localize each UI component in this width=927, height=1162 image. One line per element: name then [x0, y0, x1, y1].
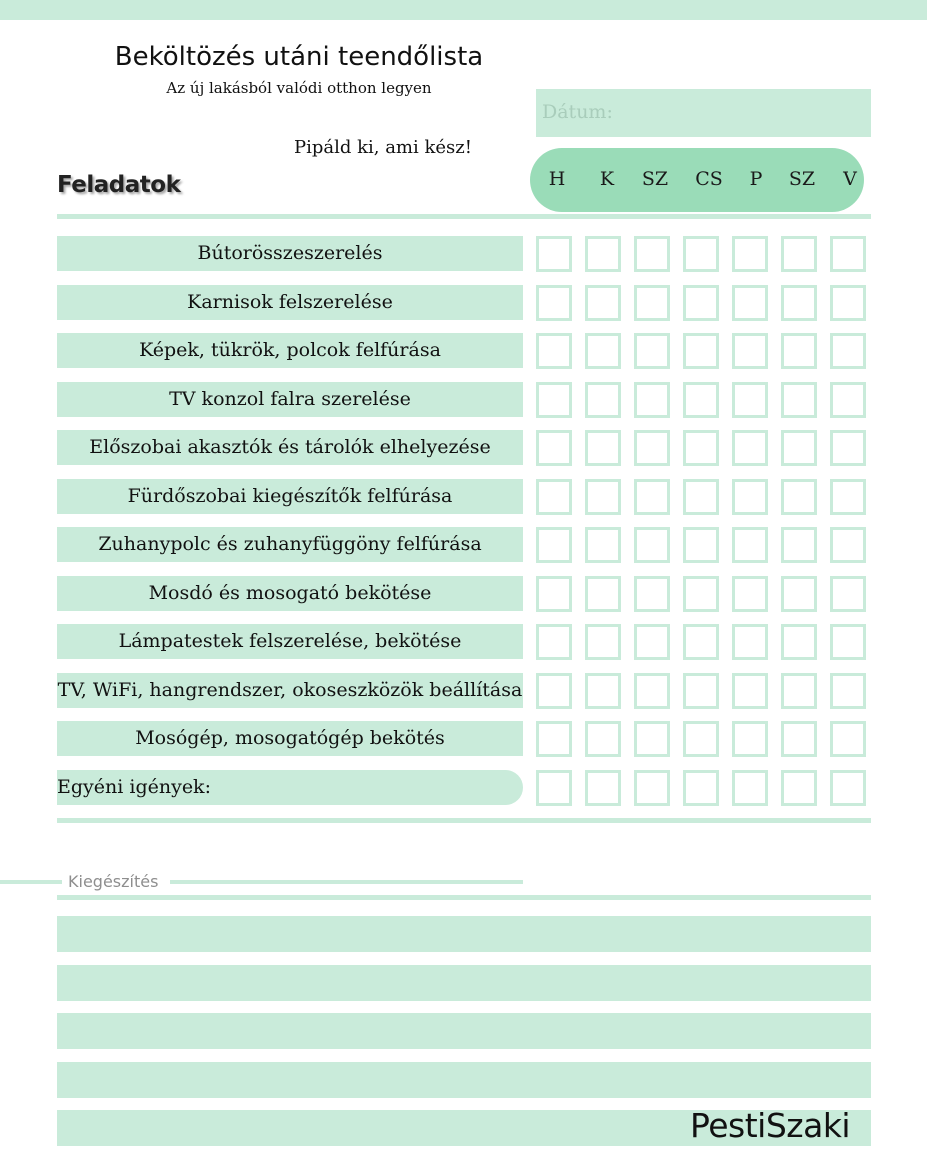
task-checkbox[interactable]	[830, 382, 866, 418]
task-checkbox[interactable]	[683, 285, 719, 321]
footer-divider	[57, 818, 871, 823]
task-checkbox[interactable]	[536, 721, 572, 757]
top-band	[0, 0, 927, 20]
task-checkbox[interactable]	[683, 382, 719, 418]
task-checkbox[interactable]	[732, 430, 768, 466]
task-checkbox[interactable]	[585, 333, 621, 369]
task-checkbox[interactable]	[536, 673, 572, 709]
task-checkbox[interactable]	[732, 236, 768, 272]
task-checkbox[interactable]	[683, 624, 719, 660]
task-checkbox[interactable]	[732, 285, 768, 321]
task-checkbox[interactable]	[585, 382, 621, 418]
task-checkbox[interactable]	[634, 673, 670, 709]
notes-line[interactable]	[57, 965, 871, 1001]
task-checkbox[interactable]	[781, 236, 817, 272]
task-checkbox[interactable]	[634, 382, 670, 418]
weekday-label: P	[749, 168, 763, 190]
weekday-label: V	[843, 168, 857, 190]
task-label: Mosógép, mosogatógép bekötés	[57, 721, 523, 756]
task-checkbox[interactable]	[536, 479, 572, 515]
tick-instruction: Pipáld ki, ami kész!	[293, 137, 472, 158]
task-checkbox[interactable]	[830, 527, 866, 563]
task-label: Előszobai akasztók és tárolók elhelyezése	[57, 430, 523, 465]
task-checkbox[interactable]	[585, 236, 621, 272]
task-checkbox[interactable]	[732, 382, 768, 418]
weekday-label: SZ	[641, 168, 669, 190]
date-field[interactable]	[536, 89, 871, 137]
task-checkbox[interactable]	[585, 285, 621, 321]
task-checkbox[interactable]	[536, 576, 572, 612]
task-checkbox[interactable]	[732, 333, 768, 369]
task-checkbox[interactable]	[781, 576, 817, 612]
task-checkbox[interactable]	[585, 624, 621, 660]
task-checkbox[interactable]	[536, 527, 572, 563]
task-label: TV, WiFi, hangrendszer, okoseszközök beállítása	[57, 673, 523, 708]
custom-needs-field[interactable]: Egyéni igények:	[57, 770, 523, 805]
task-checkbox[interactable]	[634, 527, 670, 563]
task-checkbox[interactable]	[683, 236, 719, 272]
task-checkbox[interactable]	[634, 236, 670, 272]
task-label: Bútorösszeszerelés	[57, 236, 523, 271]
task-checkbox[interactable]	[585, 770, 621, 806]
task-checkbox[interactable]	[781, 624, 817, 660]
weekday-label: SZ	[788, 168, 816, 190]
header-divider	[57, 214, 871, 219]
task-label: Mosdó és mosogató bekötése	[57, 576, 523, 611]
notes-label: Kiegészítés	[68, 872, 159, 891]
task-checkbox[interactable]	[683, 673, 719, 709]
task-checkbox[interactable]	[732, 770, 768, 806]
task-checkbox[interactable]	[536, 236, 572, 272]
task-checkbox[interactable]	[536, 770, 572, 806]
task-checkbox[interactable]	[781, 382, 817, 418]
task-checkbox[interactable]	[781, 673, 817, 709]
task-label: Fürdőszobai kiegészítők felfúrása	[57, 479, 523, 514]
notes-line[interactable]	[57, 1062, 871, 1098]
notes-divider-right	[170, 880, 523, 884]
task-checkbox[interactable]	[683, 576, 719, 612]
notes-line[interactable]	[57, 916, 871, 952]
task-label: TV konzol falra szerelése	[57, 382, 523, 417]
task-checkbox[interactable]	[732, 721, 768, 757]
task-checkbox[interactable]	[634, 333, 670, 369]
task-checkbox[interactable]	[634, 576, 670, 612]
task-checkbox[interactable]	[683, 721, 719, 757]
task-checkbox[interactable]	[732, 527, 768, 563]
task-checkbox[interactable]	[830, 479, 866, 515]
task-checkbox[interactable]	[585, 721, 621, 757]
task-checkbox[interactable]	[536, 624, 572, 660]
task-checkbox[interactable]	[732, 479, 768, 515]
task-checkbox[interactable]	[781, 333, 817, 369]
task-checkbox[interactable]	[634, 624, 670, 660]
notes-top-rule	[57, 895, 871, 900]
task-checkbox[interactable]	[536, 333, 572, 369]
task-label: Karnisok felszerelése	[57, 285, 523, 320]
task-checkbox[interactable]	[781, 527, 817, 563]
task-checkbox[interactable]	[634, 285, 670, 321]
task-checkbox[interactable]	[585, 430, 621, 466]
task-checkbox[interactable]	[830, 333, 866, 369]
task-checkbox[interactable]	[634, 430, 670, 466]
task-checkbox[interactable]	[683, 527, 719, 563]
task-checkbox[interactable]	[683, 770, 719, 806]
task-checkbox[interactable]	[781, 479, 817, 515]
section-title-tasks: Feladatok	[57, 172, 181, 198]
task-checkbox[interactable]	[830, 430, 866, 466]
task-checkbox[interactable]	[634, 721, 670, 757]
task-label: Zuhanypolc és zuhanyfüggöny felfúrása	[57, 527, 523, 562]
task-checkbox[interactable]	[781, 430, 817, 466]
task-label: Lámpatestek felszerelése, bekötése	[57, 624, 523, 659]
task-checkbox[interactable]	[830, 770, 866, 806]
task-checkbox[interactable]	[634, 479, 670, 515]
task-checkbox[interactable]	[732, 576, 768, 612]
task-checkbox[interactable]	[830, 673, 866, 709]
weekday-header	[530, 148, 864, 212]
page-title: Beköltözés utáni teendőlista	[114, 42, 484, 72]
task-checkbox[interactable]	[830, 236, 866, 272]
brand-logo-text: PestiSzaki	[690, 1106, 851, 1145]
task-checkbox[interactable]	[781, 721, 817, 757]
weekday-label: K	[599, 168, 615, 190]
task-checkbox[interactable]	[536, 430, 572, 466]
task-label: Képek, tükrök, polcok felfúrása	[57, 333, 523, 368]
task-checkbox[interactable]	[830, 721, 866, 757]
task-checkbox[interactable]	[585, 527, 621, 563]
task-checkbox[interactable]	[536, 382, 572, 418]
weekday-label: H	[548, 168, 566, 190]
weekday-label: CS	[695, 168, 723, 190]
date-label: Dátum:	[542, 101, 613, 123]
task-checkbox[interactable]	[585, 479, 621, 515]
task-checkbox[interactable]	[830, 576, 866, 612]
task-checkbox[interactable]	[585, 576, 621, 612]
task-checkbox[interactable]	[585, 673, 621, 709]
page-subtitle: Az új lakásból valódi otthon legyen	[166, 79, 432, 97]
task-checkbox[interactable]	[830, 285, 866, 321]
task-checkbox[interactable]	[683, 479, 719, 515]
task-checkbox[interactable]	[830, 624, 866, 660]
task-checkbox[interactable]	[781, 285, 817, 321]
task-checkbox[interactable]	[683, 333, 719, 369]
task-checkbox[interactable]	[732, 673, 768, 709]
task-checkbox[interactable]	[536, 285, 572, 321]
task-checkbox[interactable]	[634, 770, 670, 806]
notes-divider-left	[0, 880, 62, 884]
task-checkbox[interactable]	[781, 770, 817, 806]
task-checkbox[interactable]	[732, 624, 768, 660]
task-checkbox[interactable]	[683, 430, 719, 466]
notes-line[interactable]	[57, 1013, 871, 1049]
